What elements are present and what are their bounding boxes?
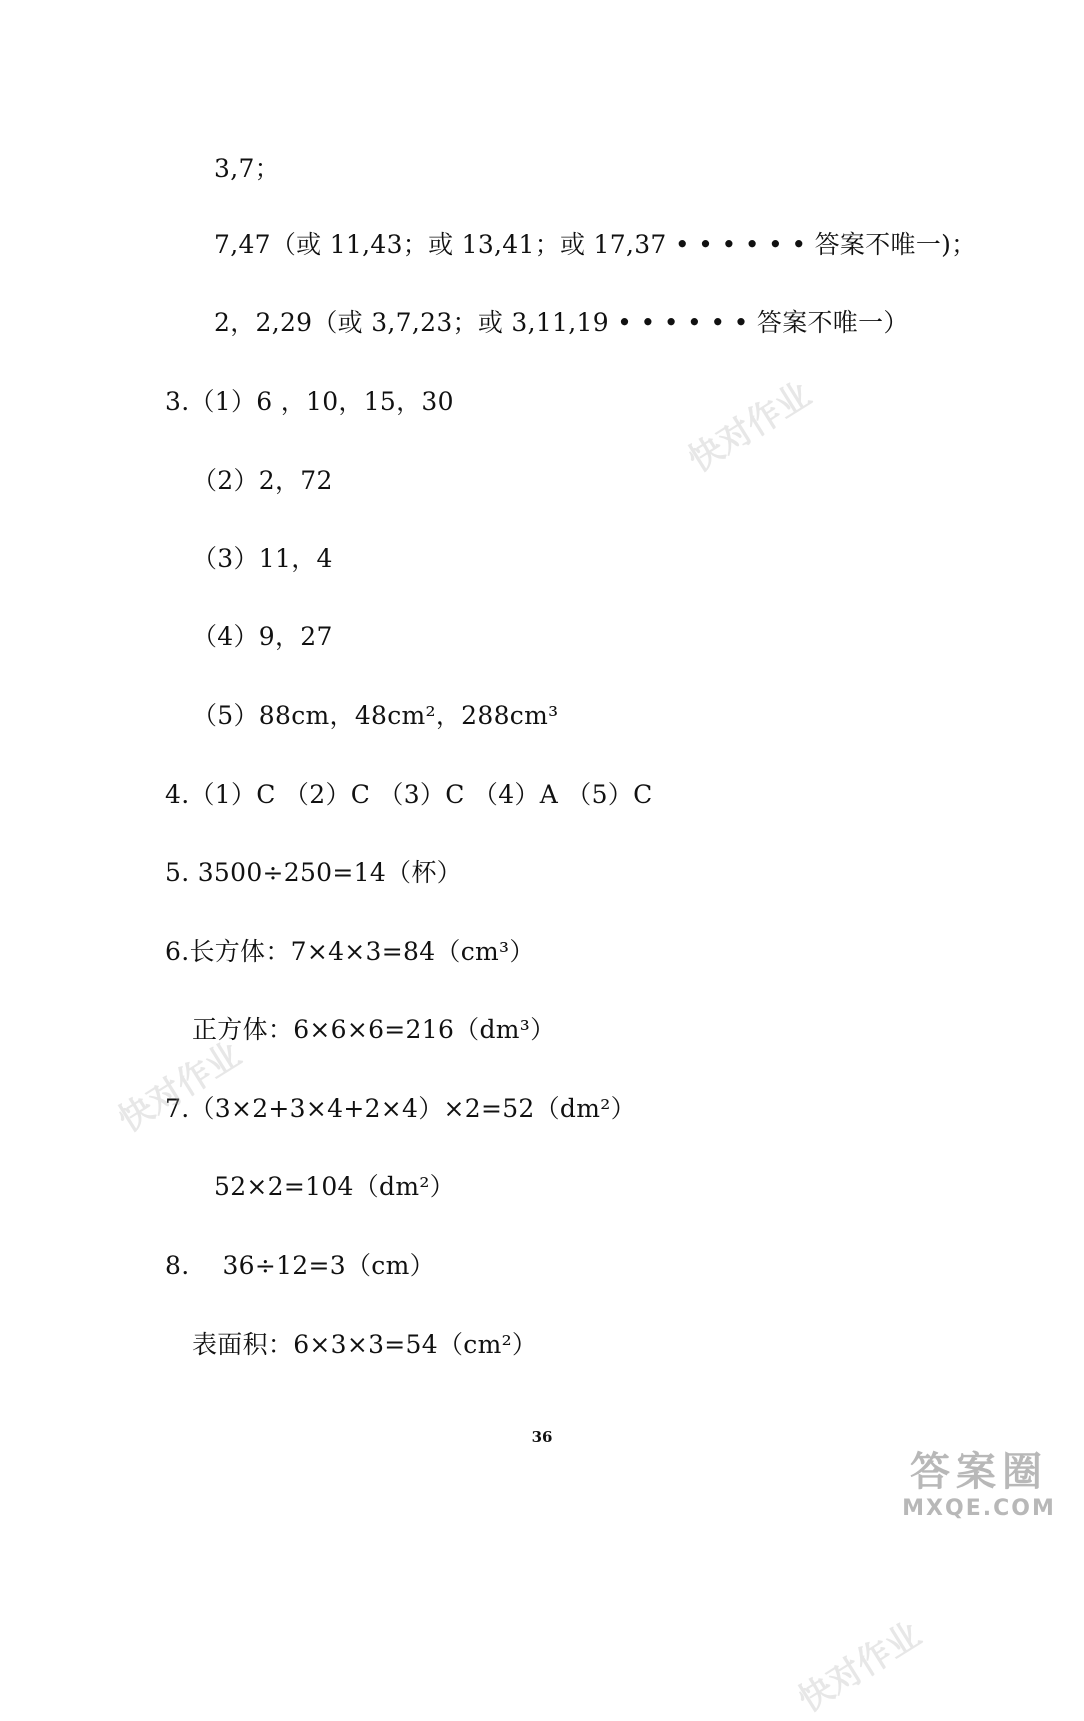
watermark-logo-top: 答案圈	[910, 1449, 1048, 1495]
answer-line-13: 7.（3×2+3×4+2×4）×2=52（dm²）	[165, 1094, 636, 1123]
answer-line-6: （3）11，4	[192, 544, 333, 573]
answer-line-9: 4.（1）C （2）C （3）C （4）A （5）C	[165, 780, 653, 809]
answer-line-7: （4）9，27	[192, 622, 333, 651]
answer-line-4: 3.（1）6 ，10，15，30	[165, 387, 454, 416]
answer-line-8: （5）88cm，48cm²，288cm³	[192, 701, 559, 730]
answer-line-12: 正方体：6×6×6=216（dm³）	[192, 1015, 556, 1044]
answer-line-14: 52×2=104（dm²）	[214, 1172, 455, 1201]
answer-line-11: 6.长方体：7×4×3=84（cm³）	[165, 937, 535, 966]
answer-line-1: 3,7；	[214, 154, 280, 183]
answer-line-3: 2，2,29（或 3,7,23；或 3,11,19 • • • • • • 答案不唯一）	[214, 308, 909, 337]
answer-line-5: （2）2，72	[192, 466, 333, 495]
watermark-logo-bottom: MXQE.COM	[902, 1496, 1056, 1521]
answer-line-15: 8. 36÷12=3（cm）	[165, 1251, 435, 1280]
watermark-text: 快对作业	[681, 374, 819, 481]
watermark-logo	[884, 1448, 1074, 1528]
answer-line-16: 表面积：6×3×3=54（cm²）	[192, 1330, 538, 1359]
answer-line-2: 7,47（或 11,43；或 13,41；或 17,37 • • • • • • 答案不唯一)；	[214, 230, 977, 259]
watermark-text: 快对作业	[111, 1034, 249, 1141]
watermark-text: 快对作业	[791, 1614, 929, 1721]
answer-line-10: 5. 3500÷250=14（杯）	[165, 858, 462, 887]
page-number: 36	[531, 1428, 553, 1446]
